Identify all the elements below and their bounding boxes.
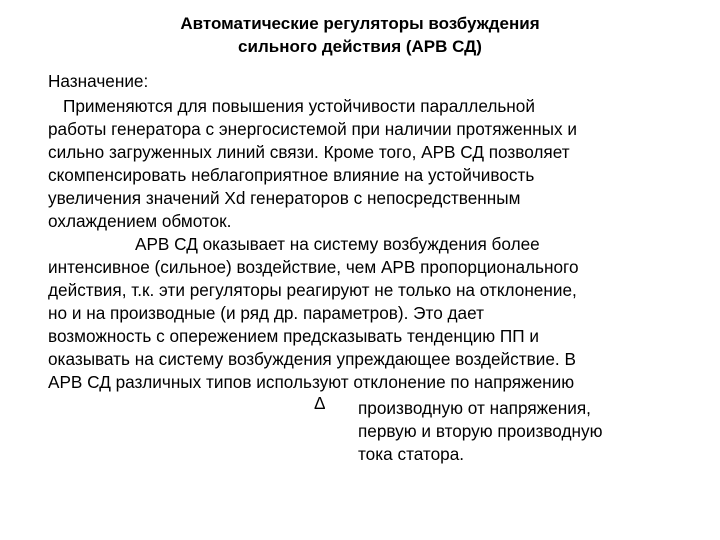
paragraph-line: но и на производные (и ряд др. параметров). Это дает (48, 303, 484, 323)
paragraph-line: Применяются для повышения устойчивости параллельной (63, 96, 535, 116)
title-line-2: сильного действия (АРВ СД) (238, 37, 482, 56)
paragraph-line: АРВ СД различных типов используют отклонение по напряжению (48, 372, 575, 392)
section-heading: Назначение: (48, 71, 149, 91)
tail-line: первую и вторую производную (358, 421, 603, 441)
delta-symbol: Δ (314, 393, 326, 413)
paragraph-line: действия, т.к. эти регуляторы реагируют не только на отклонение, (48, 280, 577, 300)
paragraph-line: сильно загруженных линий связи. Кроме того, АРВ СД позволяет (48, 142, 570, 162)
paragraph-line: увеличения значений Xd генераторов с непосредственным (48, 188, 521, 208)
paragraph-line: оказывать на систему возбуждения упреждающее воздействие. В (48, 349, 576, 369)
paragraph-line: работы генератора с энергосистемой при наличии протяженных и (48, 119, 577, 139)
paragraph-line: АРВ СД оказывает на систему возбуждения более (135, 234, 540, 254)
paragraph-line: охлаждением обмоток. (48, 211, 232, 231)
paragraph-line: скомпенсировать неблагоприятное влияние на устойчивость (48, 165, 535, 185)
paragraph-line: возможность с опережением предсказывать тенденцию ПП и (48, 326, 540, 346)
paragraph-line: интенсивное (сильное) воздействие, чем АРВ пропорционального (48, 257, 579, 277)
overlay-line: производную от напряжения, (358, 398, 591, 418)
page-title (120, 12, 600, 58)
tail-line: тока статора. (358, 444, 465, 464)
title-line-1: Автоматические регуляторы возбуждения (180, 14, 540, 33)
